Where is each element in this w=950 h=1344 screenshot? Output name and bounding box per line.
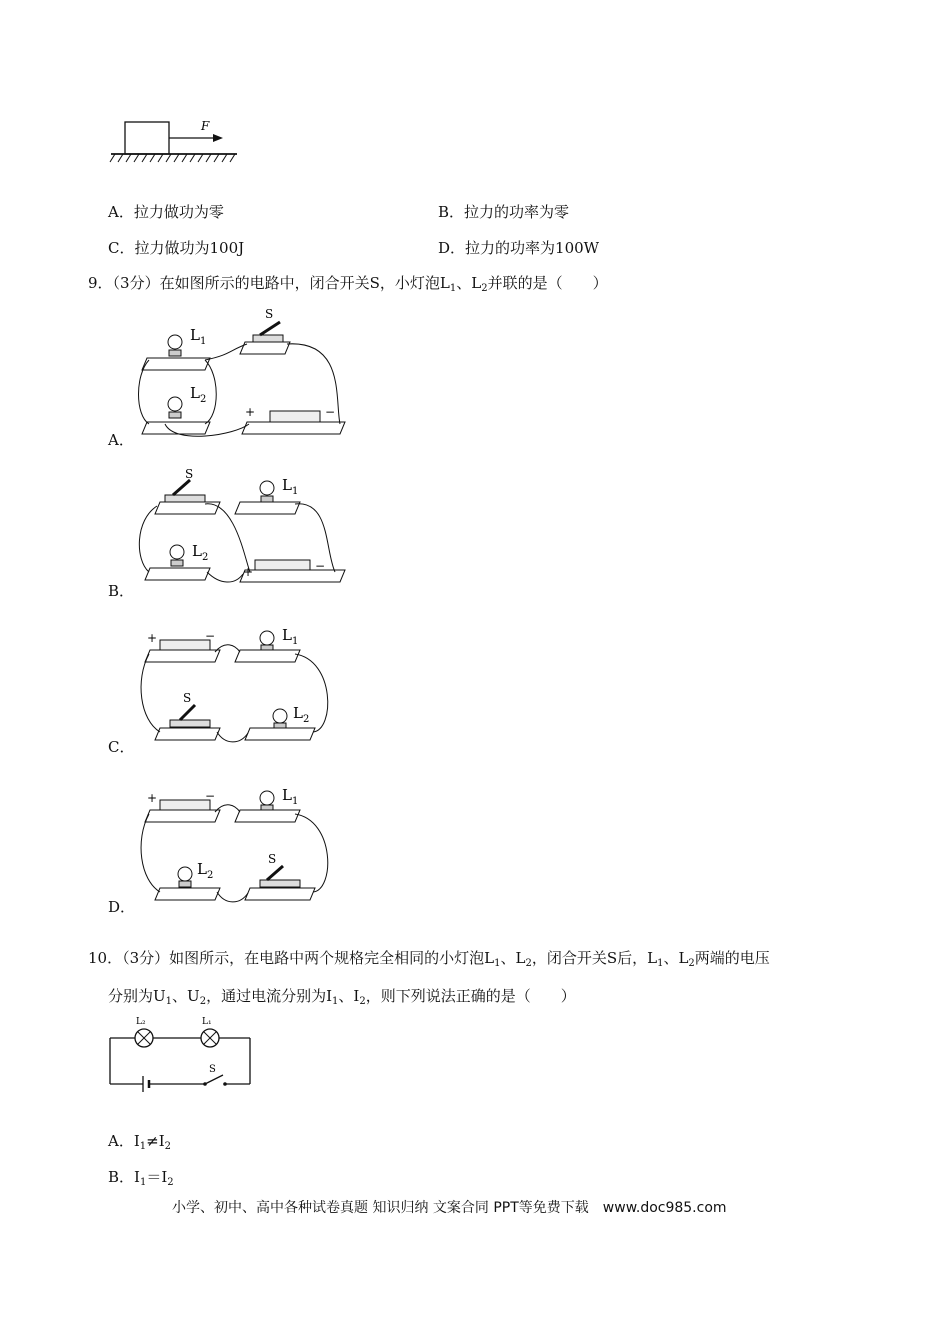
svg-text:2: 2 (303, 714, 310, 725)
page-footer (172, 1197, 727, 1217)
q10-option-b[interactable]: B．$I_1=I_2$ (108, 1168, 174, 1188)
svg-text:S: S (185, 467, 194, 481)
svg-text:L: L (192, 542, 202, 560)
switch-icon (260, 880, 300, 887)
svg-text:2: 2 (202, 552, 209, 563)
switch-icon (165, 495, 205, 502)
svg-text:S: S (209, 1064, 216, 1075)
lamp-l2-icon (170, 545, 184, 559)
svg-text:1: 1 (292, 486, 299, 497)
q9-circuit-d[interactable] (135, 780, 350, 910)
q9-option-d[interactable]: D． (108, 898, 136, 916)
svg-text:L₂: L₂ (136, 1017, 146, 1027)
svg-text:L: L (197, 860, 207, 878)
svg-text:+: + (147, 791, 158, 805)
q9-circuit-b[interactable] (135, 460, 355, 595)
lamp-l2-icon (168, 397, 182, 411)
q10-stem-line-2: 分别为$U_1$、$U_2$，通过电流分别为$I_1$、$I_2$，则下列说法正确的是（ ） (108, 987, 576, 1007)
battery-icon (160, 640, 210, 650)
lamp-l1-icon (260, 481, 274, 495)
svg-text:+: + (243, 565, 254, 579)
footer-url[interactable]: www.doc985.com (602, 1200, 727, 1216)
svg-text:L: L (190, 384, 200, 402)
svg-text:2: 2 (200, 394, 207, 405)
switch-icon (203, 1075, 227, 1086)
battery-icon (255, 560, 310, 570)
q8-option-c[interactable]: C．拉力做功为100J (108, 239, 245, 257)
lamp-l1-icon (168, 335, 182, 349)
svg-text:2: 2 (207, 870, 214, 881)
svg-text:1: 1 (292, 796, 299, 807)
battery-icon (270, 411, 320, 422)
svg-text:−: − (205, 789, 216, 803)
lamp-l1-icon (201, 1029, 219, 1047)
svg-text:L: L (293, 704, 303, 722)
q9-option-a[interactable]: A． (108, 431, 134, 449)
switch-icon (170, 720, 210, 727)
svg-text:S: S (268, 852, 277, 866)
svg-text:S: S (265, 307, 274, 321)
svg-text:+: + (147, 631, 158, 645)
force-label: F (201, 119, 210, 133)
svg-text:L: L (282, 786, 292, 804)
lamp-l1-icon (260, 791, 274, 805)
q9-circuit-c[interactable] (135, 620, 350, 755)
q10-stem-line-1: 10．（3分）如图所示，在电路中两个规格完全相同的小灯泡$L_1$、$L_2$，闭合开关S后，$L_1$、$L_2$两端的电压 (88, 949, 770, 969)
lamp-l2-icon (135, 1029, 153, 1047)
block-force-figure (105, 110, 245, 165)
svg-text:L₁: L₁ (202, 1017, 212, 1027)
svg-text:−: − (325, 405, 336, 419)
q10-circuit-diagram (105, 1012, 260, 1092)
q9-circuit-a[interactable] (135, 300, 355, 440)
q10-option-a[interactable]: A．$I_1\ne I_2$ (108, 1132, 172, 1152)
svg-text:−: − (315, 559, 326, 573)
svg-text:−: − (205, 629, 216, 643)
lamp-l2-icon (178, 867, 192, 881)
svg-text:S: S (183, 691, 192, 705)
svg-text:L: L (282, 476, 292, 494)
q8-option-b[interactable]: B．拉力的功率为零 (438, 203, 570, 221)
q8-option-d[interactable]: D．拉力的功率为100W (438, 239, 600, 257)
svg-text:1: 1 (292, 636, 299, 647)
q9-stem: 9．（3分）在如图所示的电路中，闭合开关S，小灯泡$L_1$、$L_2$并联的是（ ） (88, 274, 608, 294)
battery-icon (160, 800, 210, 810)
lamp-l1-icon (260, 631, 274, 645)
q9-option-c[interactable]: C． (108, 738, 135, 756)
q9-option-b[interactable]: B． (108, 582, 135, 600)
svg-text:L: L (190, 326, 200, 344)
svg-text:1: 1 (200, 336, 207, 347)
switch-icon (253, 335, 283, 342)
battery-icon (143, 1076, 149, 1092)
svg-text:L: L (282, 626, 292, 644)
lamp-l2-icon (273, 709, 287, 723)
footer-text: 小学、初中、高中各种试卷真题 知识归纳 文案合同 PPT等免费下载 (172, 1200, 589, 1216)
svg-text:+: + (245, 405, 256, 419)
q8-option-a[interactable]: A．拉力做功为零 (108, 203, 224, 221)
